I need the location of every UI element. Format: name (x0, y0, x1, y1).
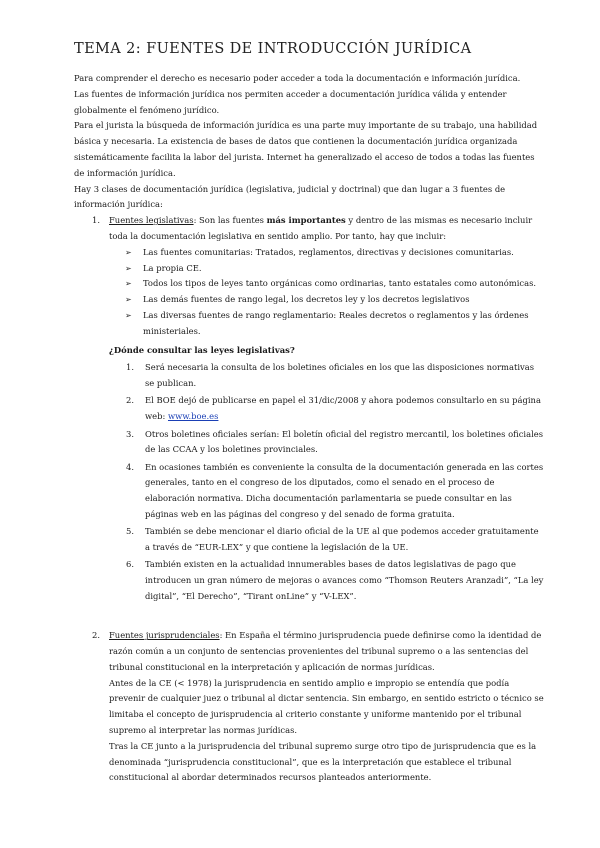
list-number: 2. (126, 395, 134, 406)
list-item-text: Las demás fuentes de rango legal, los decretos ley y los decretos legislativos (143, 294, 470, 305)
list-item-text: También se debe mencionar el diario oficial de la UE al que podemos acceder gratuitamente a través de “EUR-LEX” y que contiene la legislación de la UE. (145, 526, 539, 553)
section-number: 1. (92, 215, 100, 226)
list-item (109, 261, 544, 277)
consult-list (109, 360, 544, 604)
legislative-bullets (109, 245, 544, 340)
section-heading: Fuentes legislativas (109, 215, 194, 226)
list-item (109, 360, 544, 392)
list-item (109, 460, 544, 523)
section-text: y dentro de las mismas es necesario incluir toda la documentación legislativa en sentido amplio. Por tanto, hay que incluir: (109, 215, 533, 241)
list-item-text: También existen en la actualidad innumerables bases de datos legislativas de pago que introducen un gran número de mejoras o avances como “Thomson Reuters Aranzadi”, “La ley digital”, “El Derecho”, “Tirant onLine” y “V-LEX”. (145, 559, 544, 601)
section-jurisprudential-p2: Antes de la CE (< 1978) la jurisprudencia en sentido amplio e impropio se entendía que podía prevenir de cualquier juez o tribunal al dictar sentencia. Sin embargo, en sentido estricto o técnico se limitaba el concepto de jurisprudencia al criterio constante y uniforme mantenido por el tribunal supremo al interpretar las normas jurídicas. (109, 677, 544, 736)
list-item-text: La propia CE. (143, 262, 202, 273)
section-jurisprudential (74, 628, 544, 786)
section-legislative (74, 213, 544, 605)
document-body (74, 71, 544, 786)
list-number: 3. (126, 428, 134, 439)
list-item-text: Otros boletines oficiales serían: El boletín oficial del registro mercantil, los boletines oficiales de las CCAA y los boletines provinciales. (145, 428, 543, 455)
list-number: 1. (126, 362, 134, 373)
spacer (74, 606, 544, 628)
list-item-text: Las fuentes comunitarias: Tratados, reglamentos, directivas y decisiones comunitarias. (143, 246, 514, 257)
arrow-bullet-icon: ➢ (125, 310, 132, 320)
section-jurisprudential-p3: Tras la CE junto a la jurisprudencia del tribunal supremo surge otro tipo de jurisprudencia que es la denominada “jurisprudencia constitucional”, que es la interpretación que establece el tribunal constitucional al abordar determinados recursos planteados anteriormente. (109, 740, 537, 783)
section-legislative-intro (109, 213, 544, 245)
list-item (109, 427, 544, 459)
section-text: : En España el término jurisprudencia puede definirse como la identidad de razón común a un conjunto de sentencias provenientes del tribunal supremo o a las sentencias del tribunal constitucional en la interpretación y aplicación de normas jurídicas. (109, 630, 542, 672)
list-item (109, 276, 544, 292)
sources-list (74, 213, 544, 786)
list-number: 5. (126, 526, 134, 537)
boe-link[interactable]: www.boe.es (167, 411, 219, 422)
arrow-bullet-icon: ➢ (125, 295, 132, 305)
list-item-text: Todos los tipos de leyes tanto orgánicas como ordinarias, tanto estatales como autonómicas. (143, 278, 537, 289)
subheading: ¿Dónde consultar las leyes legislativas? (109, 344, 295, 355)
section-jurisprudential-p1 (109, 628, 544, 675)
intro-paragraph-1: Para comprender el derecho es necesario poder acceder a toda la documentación e información jurídica. (74, 73, 521, 83)
page-title: TEMA 2: FUENTES DE INTRODUCCIÓN JURÍDICA (74, 41, 472, 57)
list-item-text: El BOE dejó de publicarse en papel el 31/dic/2008 y ahora podemos consultarlo en su página web: (145, 395, 541, 422)
list-item (109, 245, 544, 261)
section-text: : Son las fuentes (193, 215, 267, 226)
list-item (109, 393, 544, 425)
arrow-bullet-icon: ➢ (125, 263, 132, 273)
bold-text: más importantes (266, 215, 346, 226)
intro-paragraph-3: Para el jurista la búsqueda de información jurídica es una parte muy importante de su trabajo, una habilidad básica y necesaria. La existencia de bases de datos que contienen la documentación jurídica organizada sistemáticamente facilita la labor del jurista. Internet ha generalizado el acceso de todos a todas las fuentes de información jurídica. (74, 120, 538, 178)
list-item (109, 292, 544, 308)
section-number: 2. (92, 630, 100, 641)
intro-paragraph-2: Las fuentes de información jurídica nos permiten acceder a documentación jurídica válida y entender globalmente el fenómeno jurídico. (74, 88, 507, 115)
list-item-text: En ocasiones también es conveniente la consulta de la documentación generada en las cortes generales, tanto en el congreso de los diputados, como el senado en el proceso de elaboración normativa. Dicha documentación parlamentaria se puede consultar en las páginas web en las páginas del congreso y del senado de forma gratuita. (145, 461, 544, 520)
intro-paragraph-4: Hay 3 clases de documentación jurídica (legislativa, judicial y doctrinal) que dan lugar a 3 fuentes de información jurídica: (74, 183, 506, 210)
list-number: 4. (126, 461, 134, 472)
arrow-bullet-icon: ➢ (125, 279, 132, 289)
section-heading: Fuentes jurisprudenciales (109, 630, 220, 641)
list-number: 6. (126, 559, 134, 570)
list-item-text: Será necesaria la consulta de los boletines oficiales en los que las disposiciones normativas se publican. (145, 362, 535, 389)
list-item (109, 524, 544, 556)
list-item (109, 557, 544, 604)
arrow-bullet-icon: ➢ (125, 247, 132, 257)
list-item-text: Las diversas fuentes de rango reglamentario: Reales decretos o reglamentos y las órdenes ministeriales. (143, 309, 529, 336)
list-item (109, 308, 544, 340)
